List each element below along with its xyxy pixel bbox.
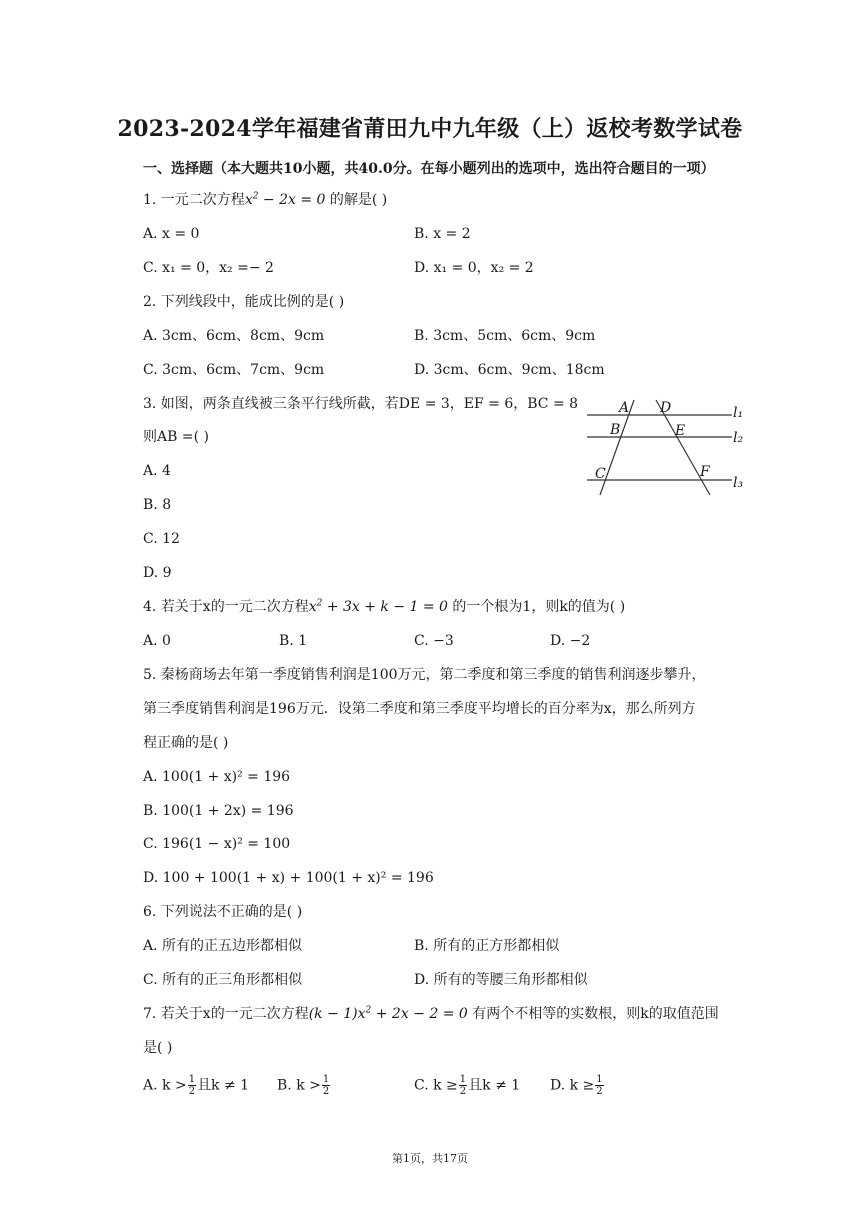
question-4-stem-prefix: 4. 若关于x的一元二次方程 [143,599,309,615]
point-b-label: B [610,422,621,438]
question-3-stem-line-1: 3. 如图，两条直线被三条平行线所截，若DE = 3，EF = 6，BC = 8 [143,396,579,412]
section-heading: 一、选择题（本大题共10小题，共40.0分。在每小题列出的选项中，选出符合题目的一项） [143,161,715,177]
point-f-label: F [700,464,710,480]
fraction-one-half [188,1074,196,1097]
fraction-numerator: 1 [459,1074,467,1085]
question-1-stem-prefix: 1. 一元二次方程 [143,192,245,208]
question-4-stem-suffix: 的一个根为1，则k的值为( ) [447,599,626,615]
fraction-numerator: 1 [596,1074,603,1085]
question-2-option-c[interactable]: C. 3cm、6cm、7cm、9cm [143,362,325,378]
question-4-stem [143,597,625,617]
line-l3-label: l₃ [733,475,744,491]
question-5-stem-line-3: 程正确的是( ) [143,735,229,751]
point-e-label: E [675,423,686,439]
question-4-option-a[interactable]: A. 0 [143,633,171,649]
question-7-option-a-suffix: 且k ≠ 1 [197,1077,250,1094]
line-l1-label: l₁ [733,405,744,421]
fraction-denominator: 2 [188,1086,196,1097]
question-7-stem-line-1 [143,1004,719,1024]
page-title: 2023-2024学年福建省莆田九中九年级（上）返校考数学试卷 [117,116,743,142]
question-4-equation: $x^2 + 3x + k - 1 = 0$ [308,598,448,615]
question-5-option-b[interactable]: B. 100(1 + 2x) = 196 [143,803,294,819]
question-6-option-c[interactable]: C. 所有的正三角形都相似 [143,972,303,988]
question-7-option-c-suffix: 且k ≠ 1 [468,1077,521,1094]
question-1-option-c[interactable]: C. x₁ = 0，x₂ =− 2 [143,260,274,276]
question-5-stem-line-2: 第三季度销售利润是196万元．设第二季度和第三季度平均增长的百分率为x，那么所列方 [143,701,696,717]
question-5-option-d[interactable]: D. 100 + 100(1 + x) + 100(1 + x)² = 196 [143,870,434,886]
point-c-label: C [595,466,606,482]
question-3-stem-line-2: 则AB =( ) [143,429,209,445]
question-4-option-d[interactable]: D. −2 [550,633,591,649]
fraction-denominator: 2 [459,1086,467,1097]
question-7-option-c-prefix: C. k ≥ [414,1077,458,1094]
question-5-option-a[interactable]: A. 100(1 + x)² = 196 [143,769,291,785]
question-3-option-a[interactable]: A. 4 [143,463,171,479]
fraction-one-half [595,1074,603,1097]
question-3-option-b[interactable]: B. 8 [143,497,172,513]
fraction-one-half [459,1074,467,1097]
question-2-stem: 2. 下列线段中，能成比例的是( ) [143,294,345,310]
parallel-lines-figure [582,395,752,500]
point-a-label: A [619,400,630,416]
question-6-stem: 6. 下列说法不正确的是( ) [143,904,303,920]
question-7-option-a-prefix: A. k > [143,1077,187,1094]
question-1-option-b[interactable]: B. x = 2 [414,226,471,242]
question-6-option-a[interactable]: A. 所有的正五边形都相似 [143,938,303,954]
question-1-stem [143,190,387,210]
point-d-label: D [660,400,672,416]
question-7-equation: $(k - 1)x^2 + 2x - 2 = 0$ [308,1005,468,1022]
page-footer: 第1页，共17页 [392,1152,468,1165]
fraction-denominator: 2 [322,1086,330,1097]
question-1-option-a[interactable]: A. x = 0 [143,226,200,242]
question-7-option-d[interactable] [550,1074,605,1097]
question-7-option-d-prefix: D. k ≥ [550,1077,595,1094]
fraction-one-half [322,1074,330,1097]
question-7-option-b[interactable] [277,1074,331,1097]
question-3-option-c[interactable]: C. 12 [143,531,180,547]
question-2-option-d[interactable]: D. 3cm、6cm、9cm、18cm [414,362,605,378]
question-7-option-c[interactable] [414,1074,520,1097]
question-2-option-a[interactable]: A. 3cm、6cm、8cm、9cm [143,328,325,344]
question-3-option-d[interactable]: D. 9 [143,565,172,581]
question-7-option-b-prefix: B. k > [277,1077,321,1094]
question-2-option-b[interactable]: B. 3cm、5cm、6cm、9cm [414,328,596,344]
question-6-option-b[interactable]: B. 所有的正方形都相似 [414,938,560,954]
question-1-option-d[interactable]: D. x₁ = 0，x₂ = 2 [414,260,534,276]
question-6-option-d[interactable]: D. 所有的等腰三角形都相似 [414,972,588,988]
question-7-option-a[interactable] [143,1074,249,1097]
question-4-option-c[interactable]: C. −3 [414,633,454,649]
question-1-equation: $x^2 - 2x = 0$ [244,191,326,208]
fraction-numerator: 1 [188,1074,196,1085]
fraction-numerator: 1 [322,1074,330,1085]
question-7-stem-prefix: 7. 若关于x的一元二次方程 [143,1006,309,1022]
question-5-stem-line-1: 5. 秦杨商场去年第一季度销售利润是100万元，第二季度和第三季度的销售利润逐步攀升， [143,667,706,683]
question-5-option-c[interactable]: C. 196(1 − x)² = 100 [143,836,291,852]
question-7-stem-line-2: 是( ) [143,1040,173,1056]
question-1-stem-suffix: 的解是( ) [325,192,388,208]
line-l2-label: l₂ [733,430,744,446]
question-7-stem-suffix: 有两个不相等的实数根，则k的取值范围 [467,1006,719,1022]
question-4-option-b[interactable]: B. 1 [279,633,308,649]
fraction-denominator: 2 [596,1086,603,1097]
